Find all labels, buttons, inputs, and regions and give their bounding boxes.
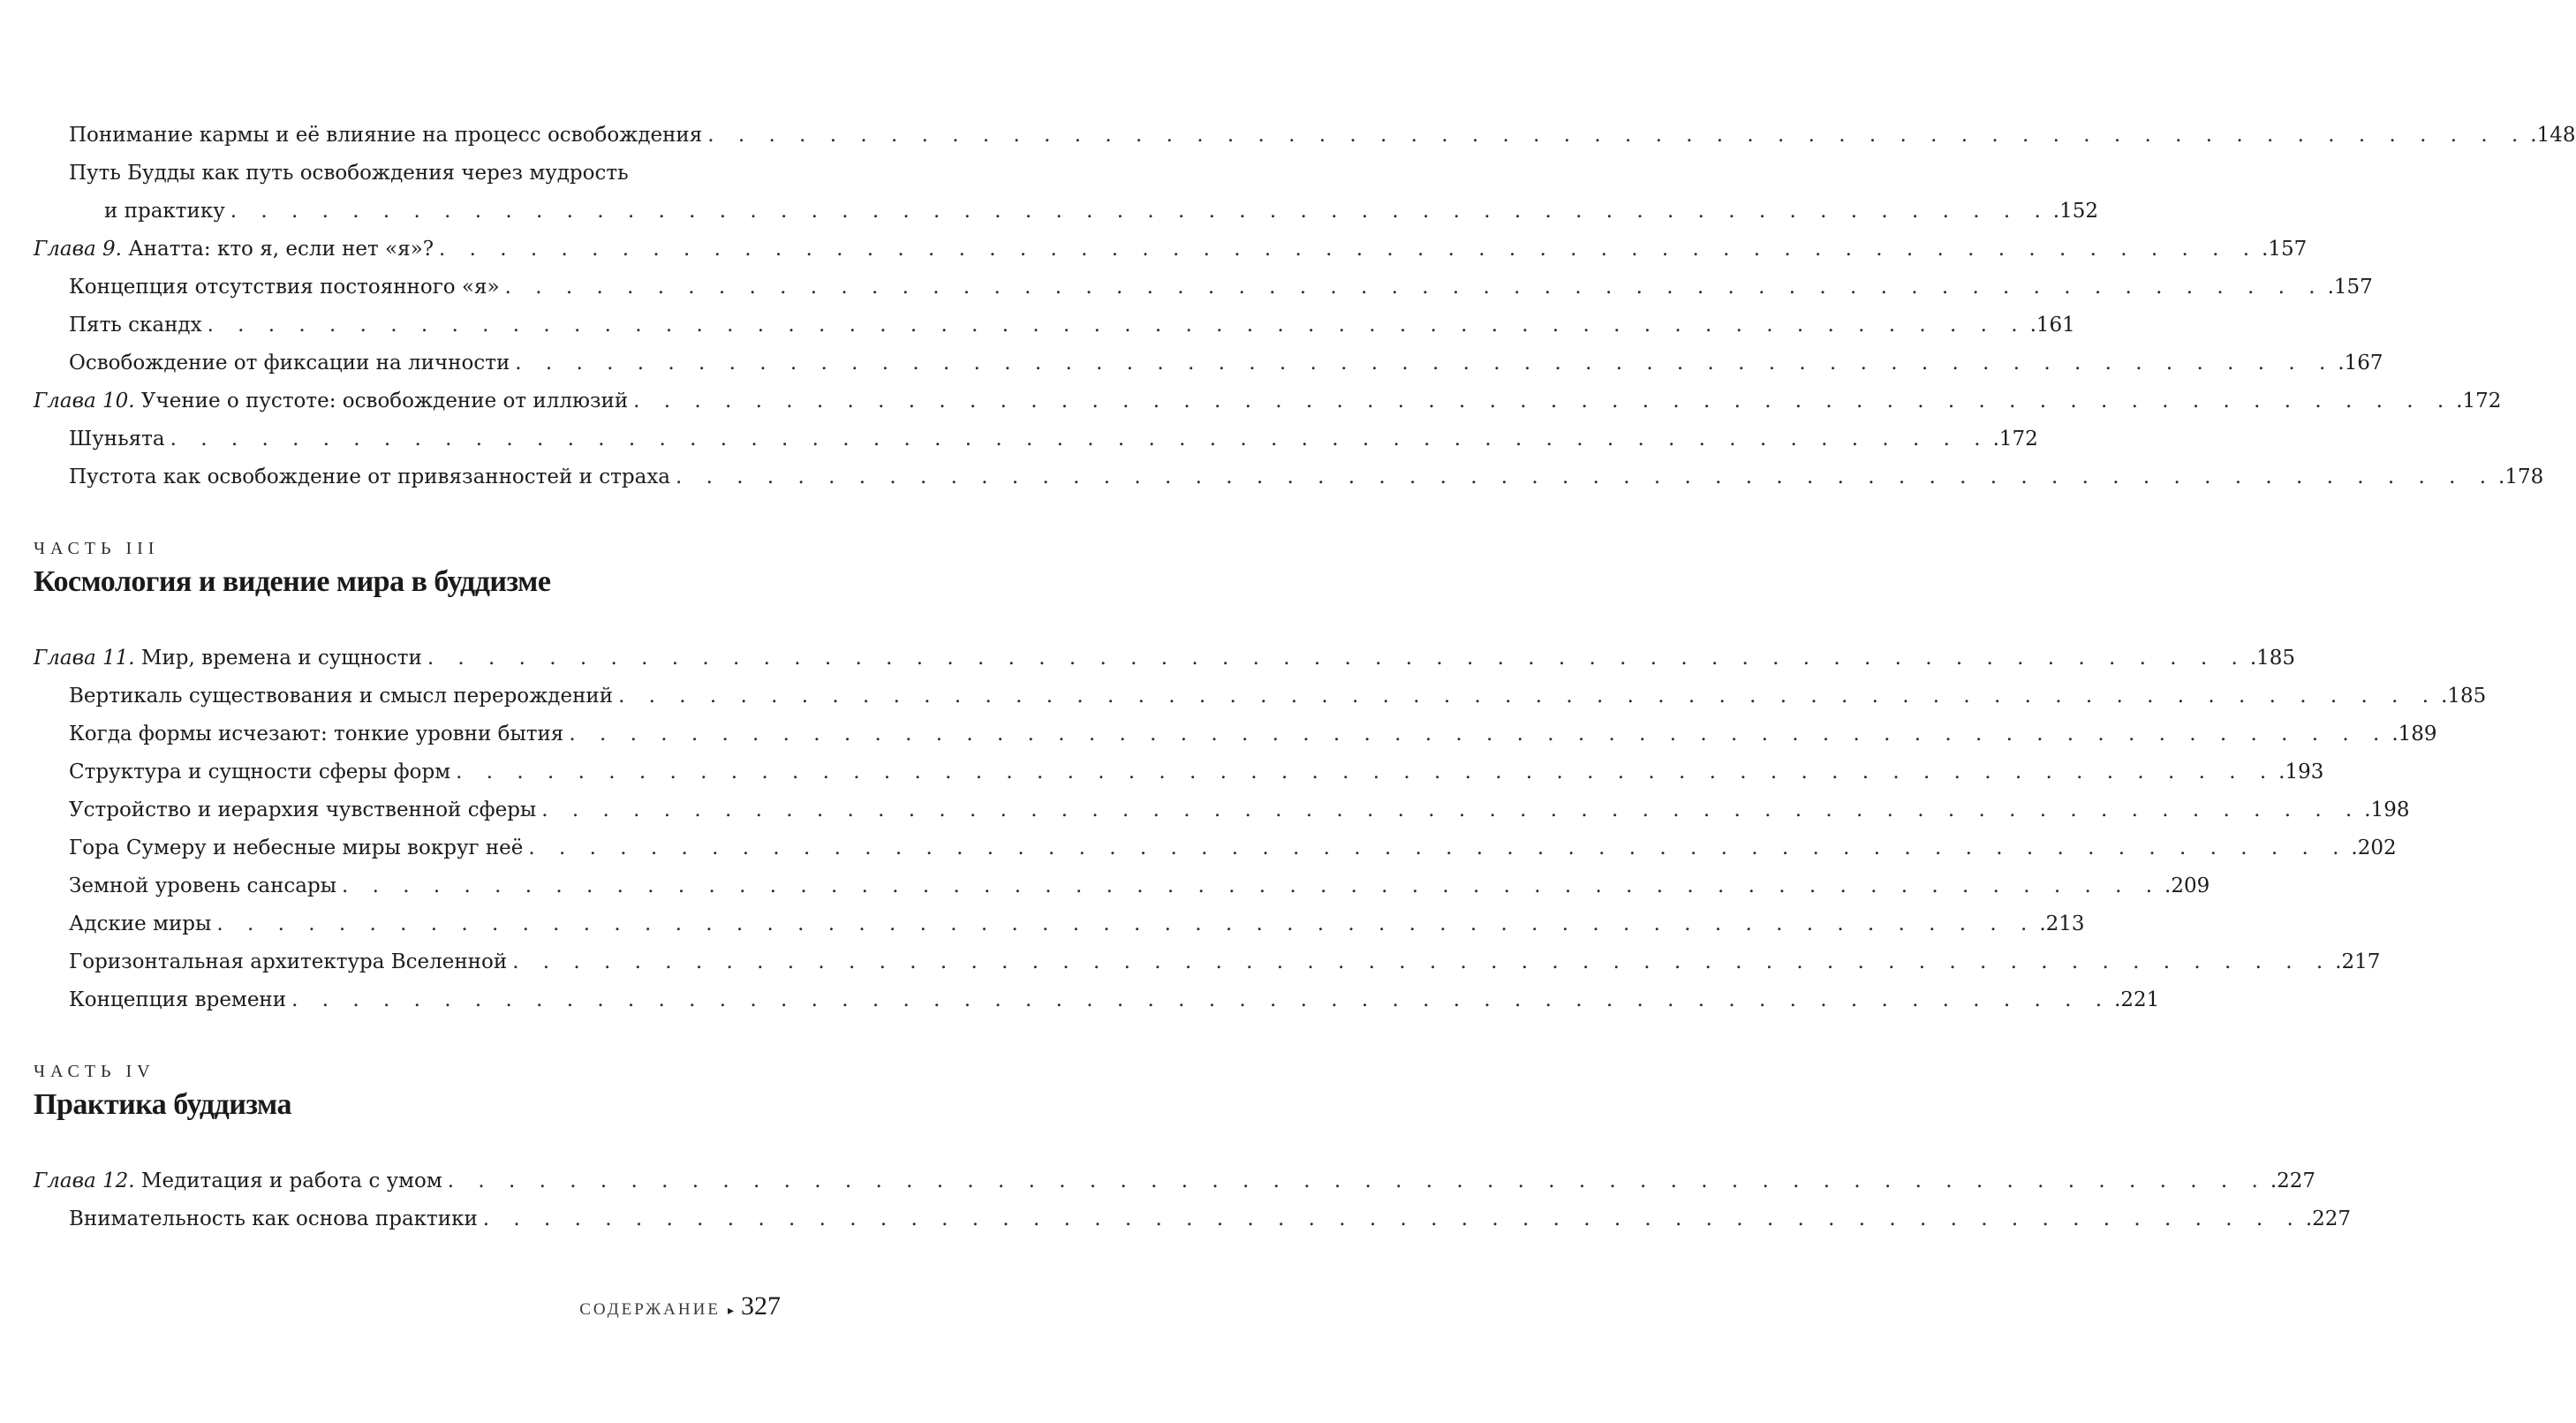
page-ref: .209: [2164, 874, 2210, 897]
toc-entry: [34, 867, 2210, 905]
page-ref: .217: [2335, 950, 2381, 973]
entry-title: Когда формы исчезают: тонкие уровни бытия: [69, 715, 569, 753]
page-ref: .157: [2262, 238, 2308, 261]
entry-title: Шуньята: [69, 420, 170, 458]
page-ref: .178: [2498, 466, 2544, 488]
page-ref: .189: [2391, 723, 2437, 746]
page-ref: .152: [2052, 200, 2098, 223]
toc-entry: [34, 155, 779, 193]
chapter-number: Глава 12.: [34, 1169, 135, 1192]
toc-entry: [34, 269, 2373, 307]
entry-title: Глава 10. Учение о пустоте: освобождение от иллюзий: [34, 382, 633, 420]
page-ref: .221: [2114, 988, 2160, 1011]
dot-leader: . . . . . . . . . . . . . . . . . . . . . . . . . . . . . . . . . . . . . . . . . . . . . . . . . . . . . . . . . . . .: [528, 836, 2348, 859]
toc-entry: [34, 1200, 2352, 1238]
page-ref: .185: [2441, 685, 2487, 708]
dot-leader: . . . . . . . . . . . . . . . . . . . . . . . . . . . . . . . . . . . . . . . . . . . . . . . . . . . . . . . . . . . .: [439, 238, 2259, 261]
toc-section-2: [34, 640, 2487, 1019]
dot-leader: . . . . . . . . . . . . . . . . . . . . . . . . . . . . . . . . . . . . . . . . . . . . . . . . . . . . . . . . . . . .: [676, 466, 2496, 488]
page-footer: [579, 1291, 781, 1321]
toc-entry: [34, 420, 2038, 458]
running-head: СОДЕРЖАНИЕ: [579, 1300, 721, 1319]
page-ref: .172: [2456, 390, 2502, 413]
toc-entry: [34, 193, 2098, 231]
dot-leader: . . . . . . . . . . . . . . . . . . . . . . . . . . . . . . . . . . . . . . . . . . . . . . . . . . . . . . . . . . . .: [447, 1169, 2267, 1192]
chapter-number: Глава 9.: [34, 238, 122, 261]
toc-entry: [34, 307, 2075, 344]
entry-title: Адские миры: [69, 905, 216, 943]
entry-title: Структура и сущности сферы форм: [69, 753, 456, 791]
toc-entry: [34, 458, 2544, 496]
entry-title: Гора Сумеру и небесные миры вокруг неё: [69, 829, 528, 867]
dot-leader: . . . . . . . . . . . . . . . . . . . . . . . . . . . . . . . . . . . . . . . . . . . . . . . . . . . . . . . . . . . .: [230, 200, 2050, 223]
part-label: ЧАСТЬ III: [34, 539, 160, 558]
entry-title: Горизонтальная архитектура Вселенной: [69, 943, 512, 981]
dot-leader: . . . . . . . . . . . . . . . . . . . . . . . . . . . . . . . . . . . . . . . . . . . . . . . . . . . . . . . . . . . .: [618, 685, 2438, 708]
dot-leader: . . . . . . . . . . . . . . . . . . . . . . . . . . . . . . . . . . . . . . . . . . . . . . . . . . . . . . . . . . . .: [427, 647, 2247, 670]
dot-leader: . . . . . . . . . . . . . . . . . . . . . . . . . . . . . . . . . . . . . . . . . . . . . . . . . . . . . . . . . . . .: [633, 390, 2453, 413]
page-ref: .185: [2249, 647, 2296, 670]
entry-title: Пять скандх: [69, 307, 208, 344]
page-ref: .193: [2278, 761, 2324, 783]
page-ref: .157: [2327, 276, 2373, 299]
toc-entry: [34, 791, 2410, 829]
dot-leader: . . . . . . . . . . . . . . . . . . . . . . . . . . . . . . . . . . . . . . . . . . . . . . . . . . . . . . . . . . . .: [482, 1207, 2302, 1230]
page-ref: .198: [2364, 799, 2410, 821]
entry-title: и практику: [104, 193, 230, 231]
dot-leader: . . . . . . . . . . . . . . . . . . . . . . . . . . . . . . . . . . . . . . . . . . . . . . . . . . . . . . . . . . . .: [515, 352, 2335, 375]
page-ref: .161: [2029, 314, 2075, 337]
toc-entry: [34, 981, 2160, 1019]
entry-title: Вертикаль существования и смысл перерождений: [69, 677, 618, 715]
part-title: Космология и видение мира в буддизме: [34, 565, 551, 598]
toc-chapter-entry: [34, 382, 2502, 420]
page-ref: .172: [1992, 428, 2038, 450]
dot-leader: . . . . . . . . . . . . . . . . . . . . . . . . . . . . . . . . . . . . . . . . . . . . . . . . . . . . . . . . . . . .: [456, 761, 2276, 783]
entry-title: Глава 11. Мир, времена и сущности: [34, 640, 427, 677]
toc-chapter-entry: [34, 640, 2296, 677]
dot-leader: . . . . . . . . . . . . . . . . . . . . . . . . . . . . . . . . . . . . . . . . . . . . . . . . . . . . . . . . . . . .: [216, 912, 2036, 935]
page-ref: .202: [2351, 836, 2397, 859]
entry-title: Понимание кармы и её влияние на процесс освобождения: [69, 117, 707, 155]
toc-entry: [34, 715, 2437, 753]
dot-leader: . . . . . . . . . . . . . . . . . . . . . . . . . . . . . . . . . . . . . . . . . . . . . . . . . . . . . . . . . . . .: [541, 799, 2361, 821]
page-ref: .227: [2305, 1207, 2352, 1230]
entry-title: Освобождение от фиксации на личности: [69, 344, 515, 382]
dot-leader: . . . . . . . . . . . . . . . . . . . . . . . . . . . . . . . . . . . . . . . . . . . . . . . . . . . . . . . . . . . .: [707, 124, 2527, 147]
page-ref: .227: [2270, 1169, 2316, 1192]
dot-leader: . . . . . . . . . . . . . . . . . . . . . . . . . . . . . . . . . . . . . . . . . . . . . . . . . . . . . . . . . . . .: [207, 314, 2027, 337]
dot-leader: . . . . . . . . . . . . . . . . . . . . . . . . . . . . . . . . . . . . . . . . . . . . . . . . . . . . . . . . . . . .: [342, 874, 2162, 897]
page-ref: .148: [2530, 124, 2576, 147]
toc-chapter-entry: [34, 231, 2308, 269]
toc-entry: [34, 829, 2397, 867]
dot-leader: . . . . . . . . . . . . . . . . . . . . . . . . . . . . . . . . . . . . . . . . . . . . . . . . . . . . . . . . . . . .: [504, 276, 2324, 299]
page-number: 327: [741, 1291, 781, 1321]
chapter-number: Глава 11.: [34, 647, 135, 670]
part-label: ЧАСТЬ IV: [34, 1062, 155, 1081]
dot-leader: . . . . . . . . . . . . . . . . . . . . . . . . . . . . . . . . . . . . . . . . . . . . . . . . . . . . . . . . . . . .: [170, 428, 1990, 450]
entry-title: Путь Будды как путь освобождения через мудрость: [69, 155, 634, 193]
toc-entry: [34, 943, 2381, 981]
entry-title: Внимательность как основа практики: [69, 1200, 483, 1238]
chapter-number: Глава 10.: [34, 390, 135, 413]
dot-leader: . . . . . . . . . . . . . . . . . . . . . . . . . . . . . . . . . . . . . . . . . . . . . . . . . . . . . . . . . . . .: [569, 723, 2389, 746]
entry-title: Земной уровень сансары: [69, 867, 342, 905]
toc-chapter-entry: [34, 1162, 2316, 1200]
dot-leader: . . . . . . . . . . . . . . . . . . . . . . . . . . . . . . . . . . . . . . . . . . . . . . . . . . . . . . . . . . . .: [291, 988, 2111, 1011]
toc-entry: [34, 344, 2383, 382]
toc-entry: [34, 677, 2487, 715]
toc-section-1: [34, 117, 2576, 496]
page-ref: .167: [2338, 352, 2383, 375]
toc-entry: [34, 117, 2576, 155]
page-ref: .213: [2039, 912, 2085, 935]
entry-title: Глава 9. Анатта: кто я, если нет «я»?: [34, 231, 439, 269]
bullet-icon: ▸: [727, 1304, 734, 1318]
toc-entry: [34, 905, 2085, 943]
entry-title: Пустота как освобождение от привязанностей и страха: [69, 458, 676, 496]
part-title: Практика буддизма: [34, 1088, 291, 1121]
toc-entry: [34, 753, 2324, 791]
toc-section-3: [34, 1162, 2352, 1238]
dot-leader: . . . . . . . . . . . . . . . . . . . . . . . . . . . . . . . . . . . . . . . . . . . . . . . . . . . . . . . . . . . .: [512, 950, 2332, 973]
entry-title: Устройство и иерархия чувственной сферы: [69, 791, 541, 829]
entry-title: Глава 12. Медитация и работа с умом: [34, 1162, 448, 1200]
entry-title: Концепция отсутствия постоянного «я»: [69, 269, 505, 307]
entry-title: Концепция времени: [69, 981, 291, 1019]
